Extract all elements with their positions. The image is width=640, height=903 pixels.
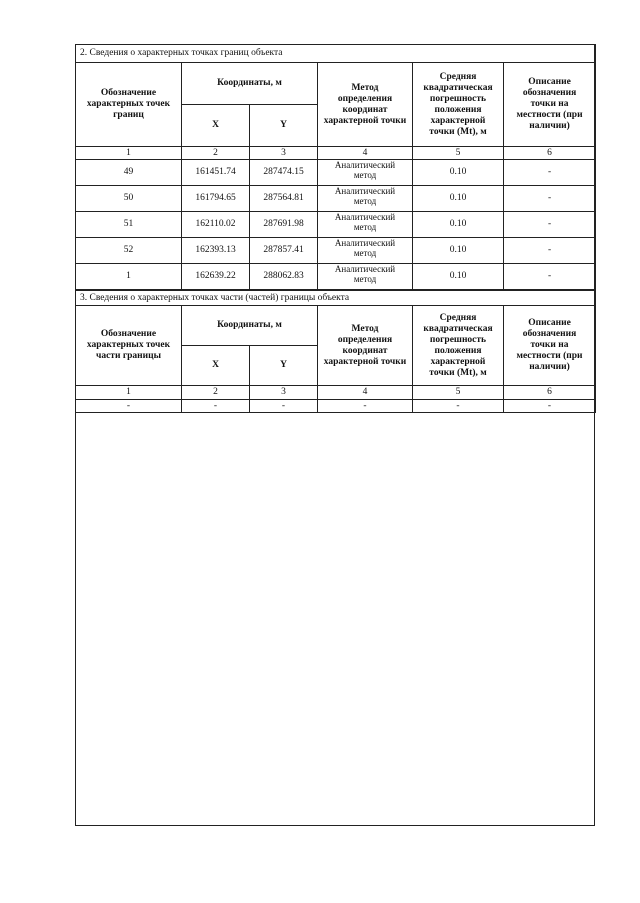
- cell-point: 1: [76, 264, 182, 290]
- col-number: 6: [504, 386, 596, 400]
- cell-y: 287564.81: [250, 186, 318, 212]
- col-number: 3: [250, 386, 318, 400]
- cell-description: -: [504, 186, 596, 212]
- cell-error: 0.10: [413, 238, 504, 264]
- header-method: Метод определения координат характерной точки: [318, 63, 413, 147]
- table-row: [76, 186, 596, 212]
- table-row: [76, 264, 596, 290]
- cell-method: Аналитический метод: [318, 160, 413, 186]
- col-number: 1: [76, 147, 182, 160]
- cell-point: 49: [76, 160, 182, 186]
- cell-error: -: [413, 400, 504, 413]
- cell-method: Аналитический метод: [318, 264, 413, 290]
- col-number: 2: [182, 386, 250, 400]
- header-y: Y: [250, 346, 318, 386]
- header-x: X: [182, 105, 250, 147]
- col-number: 2: [182, 147, 250, 160]
- cell-description: -: [504, 400, 596, 413]
- document-frame: [75, 44, 595, 826]
- table-row: [76, 212, 596, 238]
- section-3-title: 3. Сведения о характерных точках части (частей) границы объекта: [76, 291, 596, 306]
- cell-error: 0.10: [413, 160, 504, 186]
- cell-x: -: [182, 400, 250, 413]
- cell-method: Аналитический метод: [318, 238, 413, 264]
- cell-x: 162639.22: [182, 264, 250, 290]
- table-row: [76, 238, 596, 264]
- cell-y: 287474.15: [250, 160, 318, 186]
- header-error: Средняя квадратическая погрешность положения характерной точки (Mt), м: [413, 63, 504, 147]
- header-coordinates: Координаты, м: [182, 306, 318, 346]
- column-number-row: [76, 147, 596, 160]
- cell-error: 0.10: [413, 264, 504, 290]
- cell-description: -: [504, 212, 596, 238]
- cell-method: -: [318, 400, 413, 413]
- header-x: X: [182, 346, 250, 386]
- header-designation: Обозначение характерных точек части границы: [76, 306, 182, 386]
- header-method: Метод определения координат характерной точки: [318, 306, 413, 386]
- cell-point: 50: [76, 186, 182, 212]
- section-3-table: [75, 290, 596, 413]
- cell-y: 288062.83: [250, 264, 318, 290]
- cell-method: Аналитический метод: [318, 186, 413, 212]
- section-2-title: 2. Сведения о характерных точках границ объекта: [76, 45, 596, 63]
- cell-x: 162393.13: [182, 238, 250, 264]
- cell-description: -: [504, 160, 596, 186]
- col-number: 4: [318, 386, 413, 400]
- header-description: Описание обозначения точки на местности (при наличии): [504, 63, 596, 147]
- col-number: 6: [504, 147, 596, 160]
- cell-description: -: [504, 238, 596, 264]
- header-designation: Обозначение характерных точек границ: [76, 63, 182, 147]
- cell-y: 287857.41: [250, 238, 318, 264]
- cell-point: 51: [76, 212, 182, 238]
- column-number-row: [76, 386, 596, 400]
- table-row: [76, 160, 596, 186]
- header-error: Средняя квадратическая погрешность положения характерной точки (Mt), м: [413, 306, 504, 386]
- cell-error: 0.10: [413, 186, 504, 212]
- cell-method: Аналитический метод: [318, 212, 413, 238]
- col-number: 3: [250, 147, 318, 160]
- table-row: [76, 400, 596, 413]
- col-number: 5: [413, 147, 504, 160]
- cell-x: 161794.65: [182, 186, 250, 212]
- col-number: 4: [318, 147, 413, 160]
- cell-x: 162110.02: [182, 212, 250, 238]
- cell-x: 161451.74: [182, 160, 250, 186]
- cell-point: -: [76, 400, 182, 413]
- header-description: Описание обозначения точки на местности (при наличии): [504, 306, 596, 386]
- cell-error: 0.10: [413, 212, 504, 238]
- col-number: 1: [76, 386, 182, 400]
- cell-y: 287691.98: [250, 212, 318, 238]
- section-2-table: [75, 44, 596, 290]
- cell-y: -: [250, 400, 318, 413]
- header-coordinates: Координаты, м: [182, 63, 318, 105]
- cell-description: -: [504, 264, 596, 290]
- cell-point: 52: [76, 238, 182, 264]
- header-y: Y: [250, 105, 318, 147]
- col-number: 5: [413, 386, 504, 400]
